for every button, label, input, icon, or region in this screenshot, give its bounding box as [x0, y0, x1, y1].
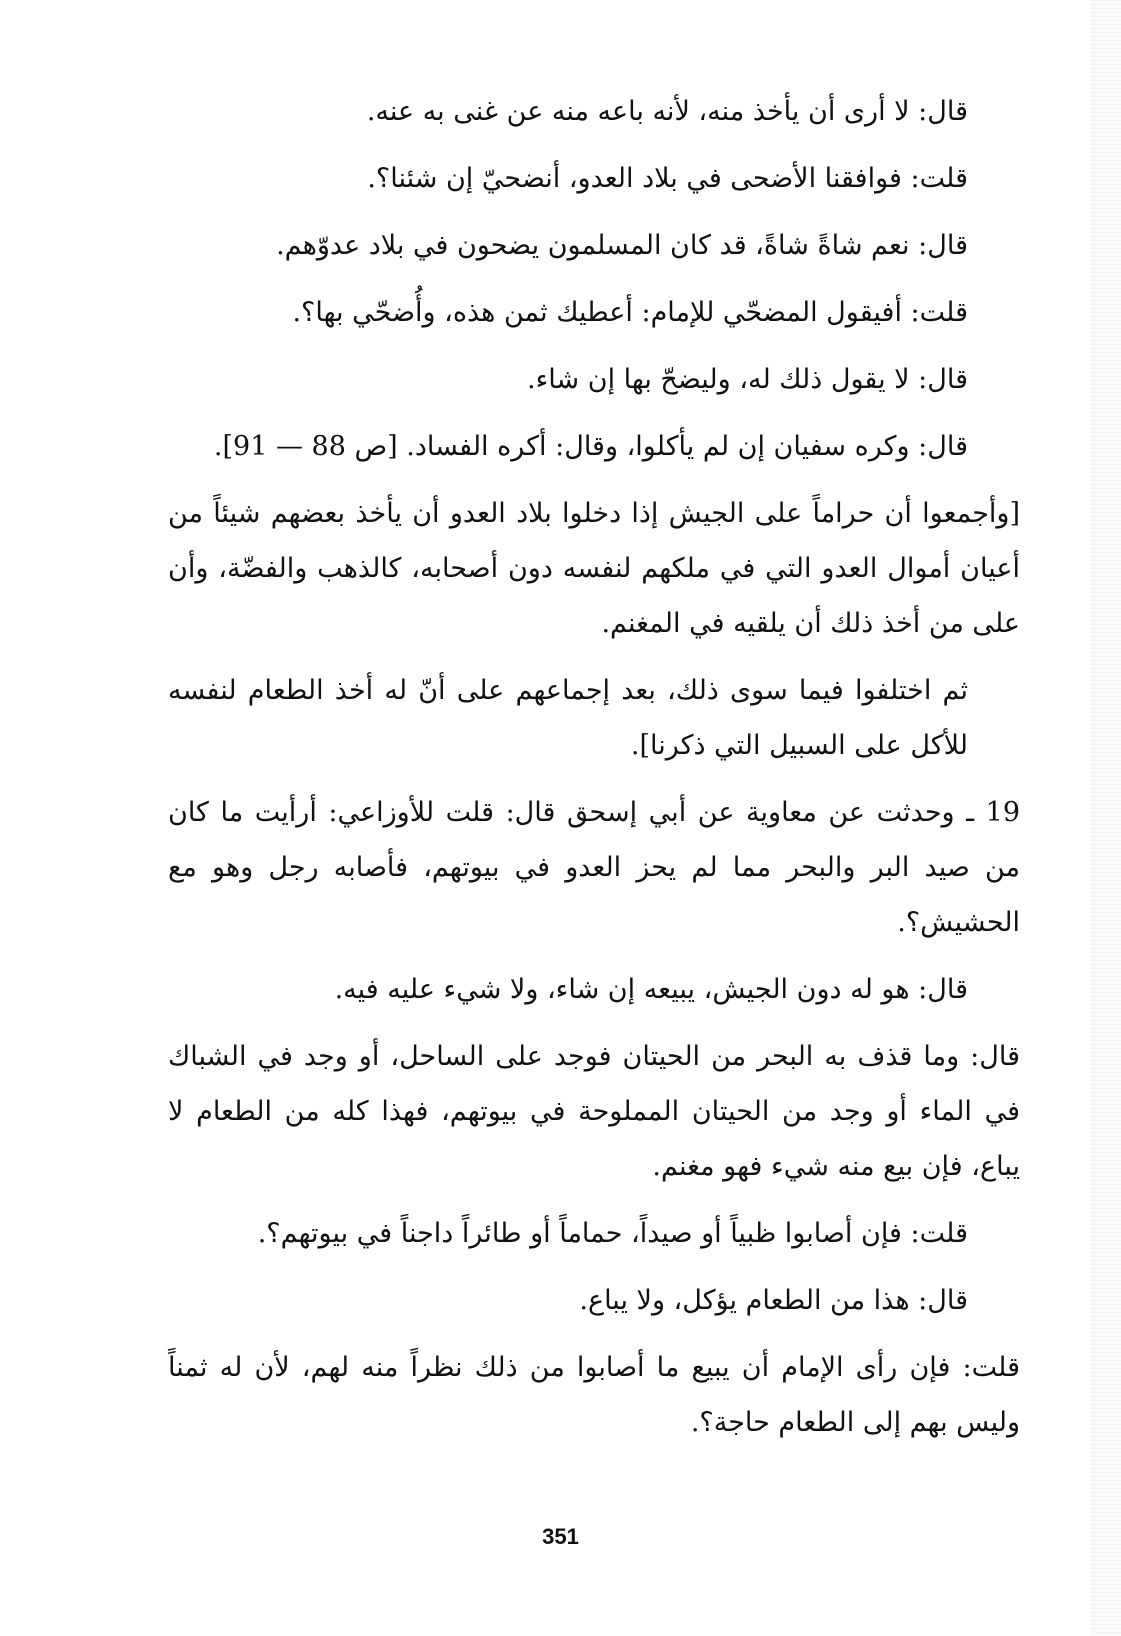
paragraph: قال: هو له دون الجيش، يبيعه إن شاء، ولا شيء عليه فيه.	[334, 974, 968, 1005]
paragraph: قال: لا يقول ذلك له، وليضحّ بها إن شاء.	[527, 364, 968, 395]
page-edge	[1091, 0, 1121, 1636]
body-text	[168, 84, 1020, 1450]
paragraph: قال: هذا من الطعام يؤكل، ولا يباع.	[579, 1285, 968, 1316]
paragraph: قلت: فإن رأى الإمام أن يبيع ما أصابوا من ذلك نظراً منه لهم، لأن له ثمناً وليس بهم إلى الطعام حاجة؟.	[168, 1352, 1020, 1438]
paragraph: قال: وكره سفيان إن لم يأكلوا، وقال: أكره الفساد. [ص 88 — 91].	[213, 431, 968, 462]
page-number: 351	[542, 1524, 579, 1549]
paragraph: قال: لا أرى أن يأخذ منه، لأنه باعه منه عن غنى به عنه.	[366, 96, 968, 127]
paragraph: قلت: فإن أصابوا ظبياً أو صيداً، حماماً أو طائراً داجناً في بيوتهم؟.	[257, 1218, 968, 1249]
paragraph: [وأجمعوا أن حراماً على الجيش إذا دخلوا بلاد العدو أن يأخذ بعضهم شيئاً من أعيان أموال العدو التي في ملكهم لنفسه دون أصحابه، كالذهب والفضّة، وأن على من أخذ ذلك أن يلقيه في المغنم.	[168, 498, 1020, 639]
paragraph: قلت: أفيقول المضحّي للإمام: أعطيك ثمن هذه، وأُضحّي بها؟.	[292, 297, 968, 328]
paragraph: قال: وما قذف به البحر من الحيتان فوجد على الساحل، أو وجد في الشباك في الماء أو وجد من الحيتان المملوحة في بيوتهم، فهذا كله من الطعام لا يباع، فإن بيع منه شيء فهو مغنم.	[168, 1041, 1020, 1182]
paragraph: 19 ـ وحدثت عن معاوية عن أبي إسحق قال: قلت للأوزاعي: أرأيت ما كان من صيد البر والبحر مما لم يحز العدو في بيوتهم، فأصابه رجل وهو مع الحشيش؟.	[168, 797, 1020, 938]
paragraph: قلت: فوافقنا الأضحى في بلاد العدو، أنضحيّ إن شئنا؟.	[367, 163, 968, 194]
paragraph: قال: نعم شاةً شاةً، قد كان المسلمون يضحون في بلاد عدوّهم.	[276, 230, 968, 261]
paragraph: ثم اختلفوا فيما سوى ذلك، بعد إجماعهم على أنّ له أخذ الطعام لنفسه للأكل على السبيل التي ذكرنا].	[168, 675, 968, 761]
